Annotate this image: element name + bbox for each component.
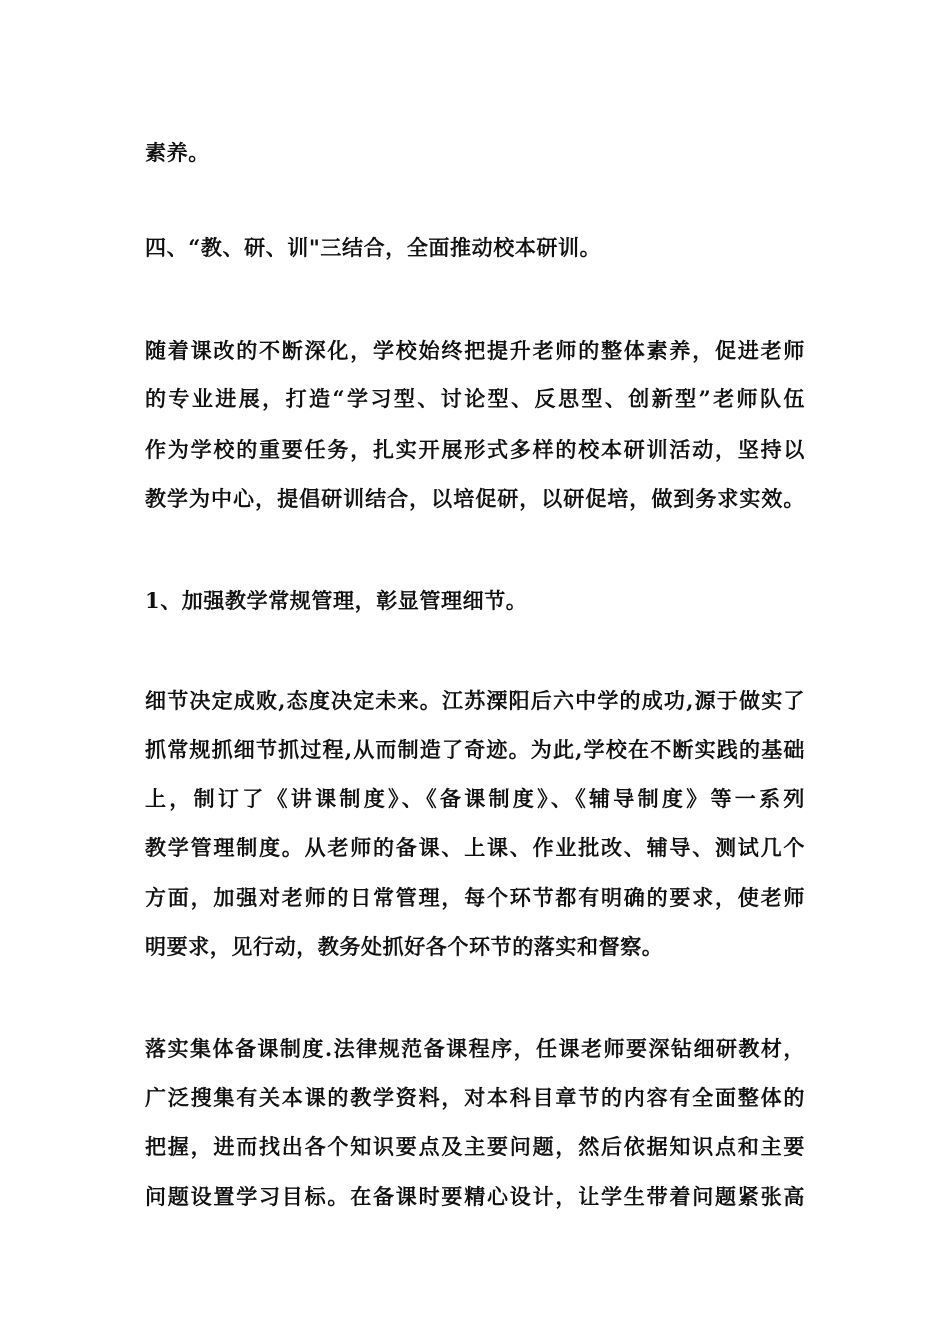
text-line: 教学管理制度。从老师的备课、上课、作业批改、辅导、测试几个 [145,835,805,860]
text-line: 问题设置学习目标。在备课时要精心设计，让学生带着问题紧张高 [145,1184,805,1209]
text-line: 随着课改的不断深化，学校始终把提升老师的整体素养，促进老师 [145,338,805,363]
text-line: 上，制订了《讲课制度》、《备课制度》、《辅导制度》等一系列 [145,786,805,811]
text-line: 把握，进而找出各个知识要点及主要问题，然后依据知识点和主要 [145,1134,805,1159]
text-line: 的专业进展，打造“学习型、讨论型、反思型、创新型”老师队伍 [145,386,805,411]
text-line: 明要求，见行动，教务处抓好各个环节的落实和督察。 [145,934,664,959]
section-heading: 四、“教、研、训"三结合，全面推动校本研训。 [145,235,602,260]
text-line: 抓常规抓细节抓过程,从而制造了奇迹。为此,学校在不断实践的基础 [145,737,805,762]
text-line: 细节决定成败,态度决定未来。江苏溧阳后六中学的成功,源于做实了 [145,688,805,713]
text-line: 教学为中心，提倡研训结合，以培促研，以研促培，做到务求实效。 [145,486,805,511]
text-line: 素养。 [145,140,210,165]
subsection-heading: 1、加强教学常规管理，彰显管理细节。 [145,588,528,613]
text-line: 方面，加强对老师的日常管理，每个环节都有明确的要求，使老师 [145,885,805,910]
text-line: 落实集体备课制度.法律规范备课程序，任课老师要深钻细研教材， [145,1036,805,1061]
text-line: 作为学校的重要任务，扎实开展形式多样的校本研训活动，坚持以 [145,437,805,462]
text-line: 广泛搜集有关本课的教学资料，对本科目章节的内容有全面整体的 [145,1085,805,1110]
